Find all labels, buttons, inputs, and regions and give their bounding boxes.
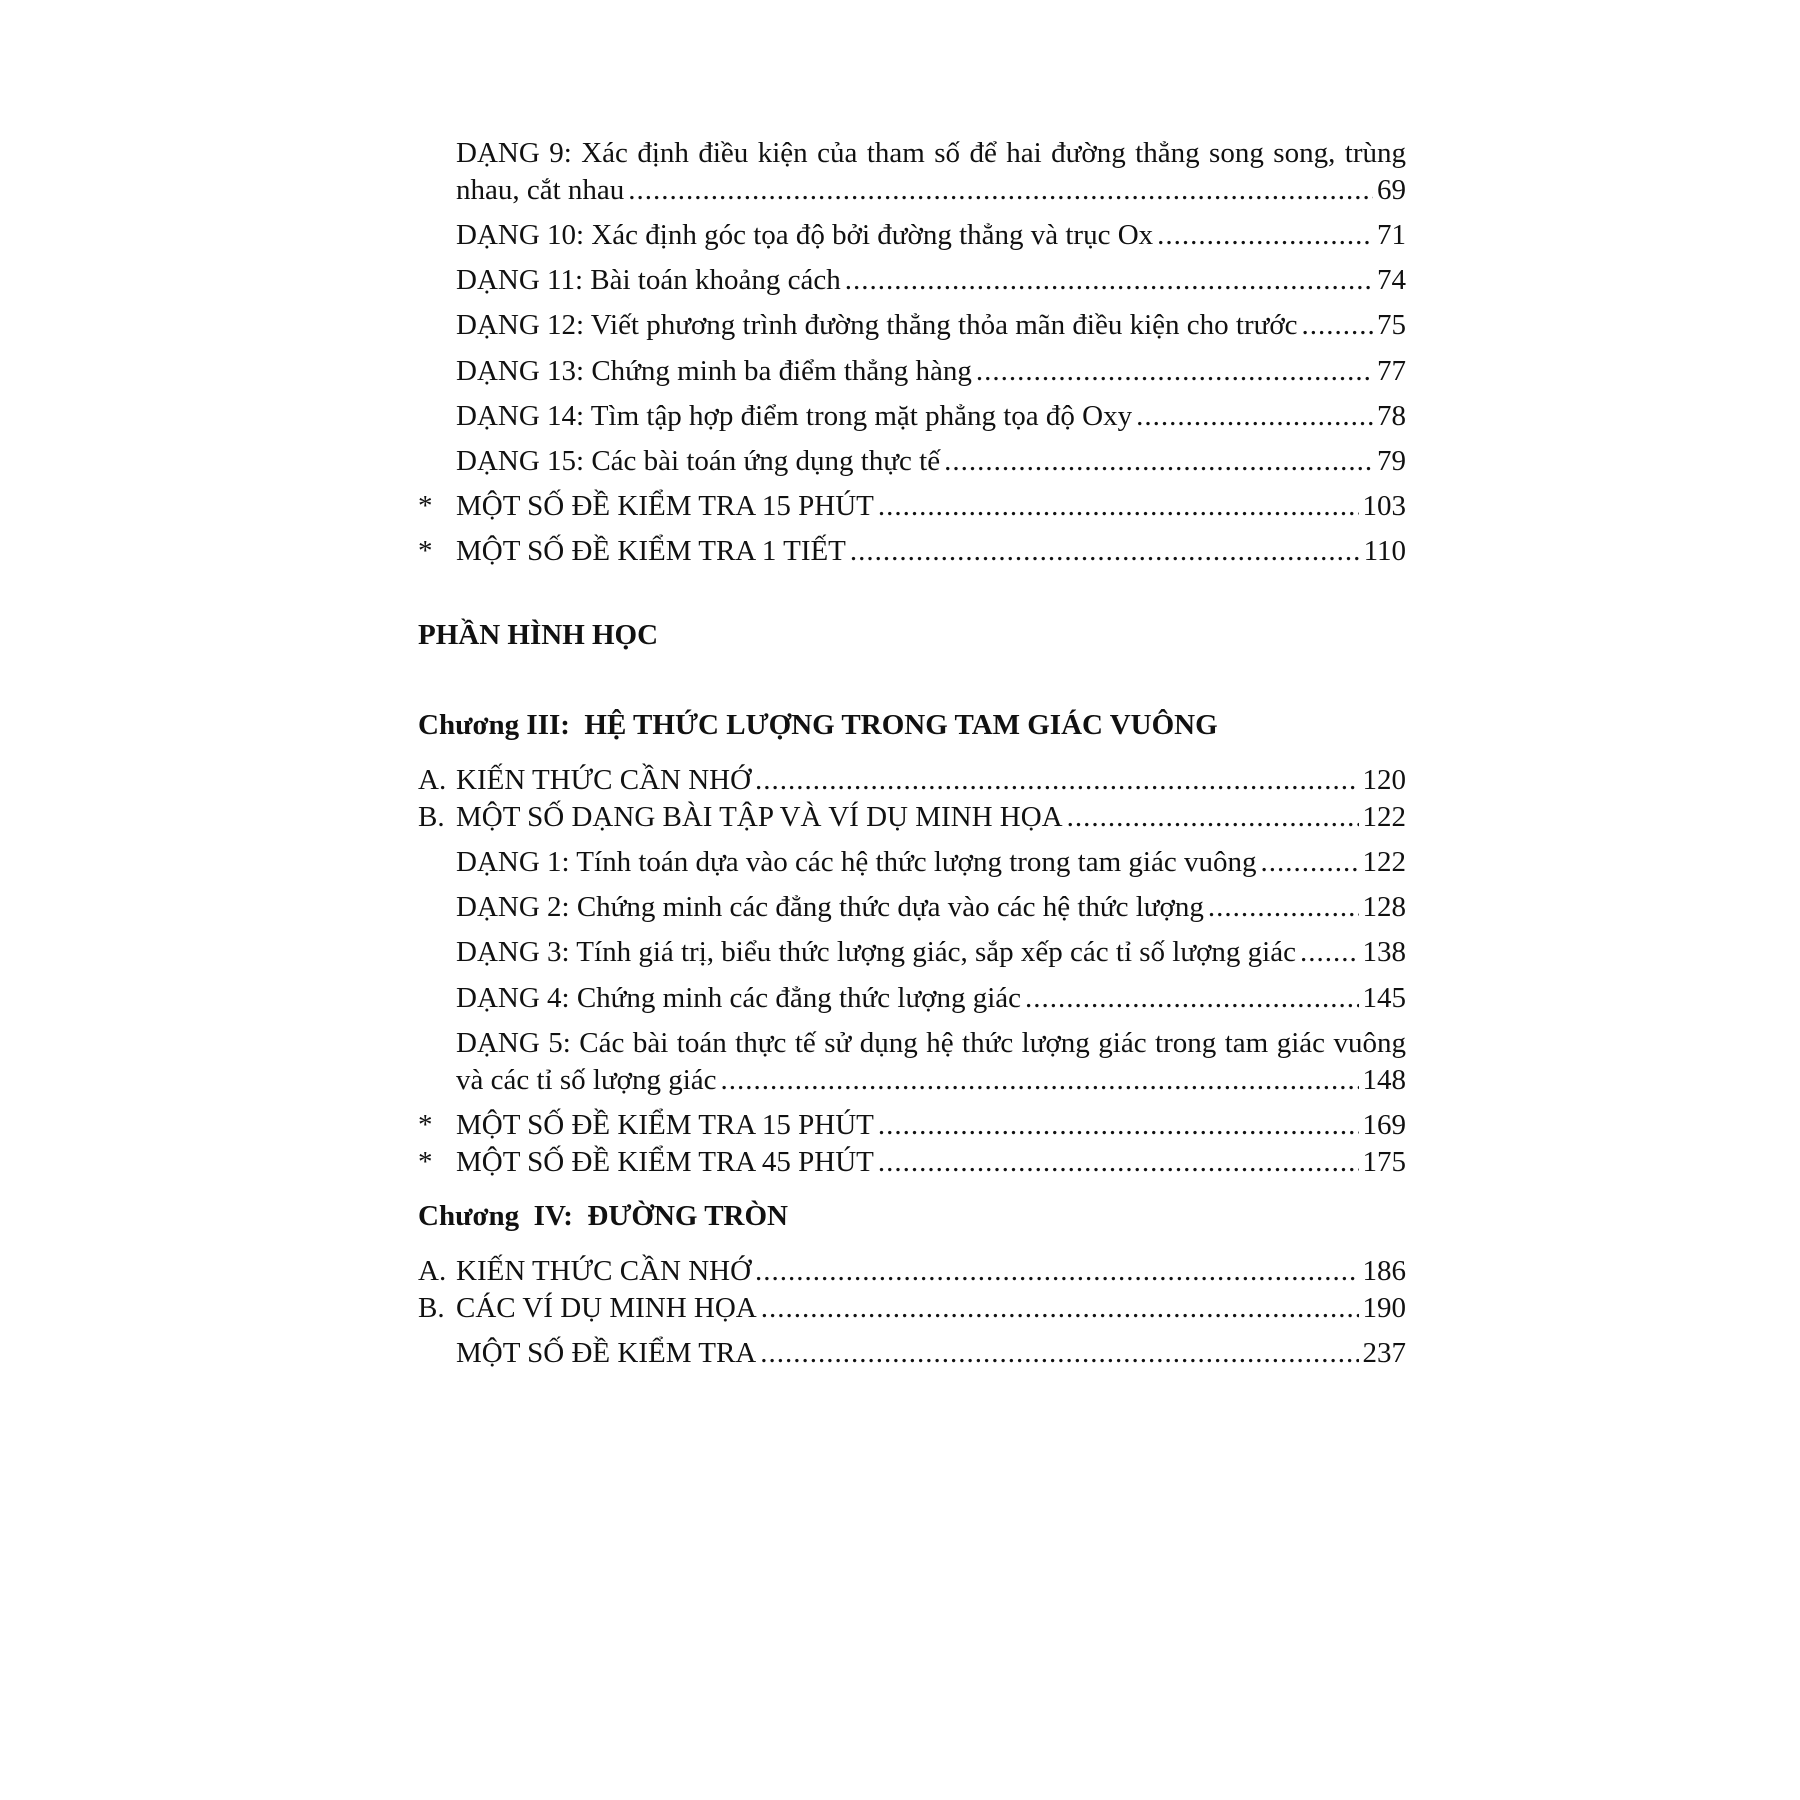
entry-text: DẠNG 4: Chứng minh các đẳng thức lượng giác: [456, 982, 1022, 1014]
entry-marker: A.: [418, 764, 447, 796]
chapter-title: Chương III: HỆ THỨC LƯỢNG TRONG TAM GIÁC VUÔNG: [418, 709, 1218, 741]
page-number: 138: [1362, 936, 1406, 968]
leader-dots: [878, 1144, 1359, 1181]
leader-dots: [845, 262, 1373, 299]
entry-text: DẠNG 1: Tính toán dựa vào các hệ thức lượng trong tam giác vuông: [456, 846, 1257, 878]
toc-entry[interactable]: [418, 533, 1406, 570]
entry-text: DẠNG 12: Viết phương trình đường thẳng thỏa mãn điều kiện cho trước: [456, 309, 1298, 341]
leader-dots: [1208, 889, 1359, 926]
entry-text: DẠNG 10: Xác định góc tọa độ bởi đường thẳng và trục Ox: [456, 219, 1154, 251]
leader-dots: [1136, 398, 1373, 435]
toc-entry[interactable]: [418, 217, 1406, 254]
leader-dots: [1067, 799, 1359, 836]
page-number: 75: [1377, 309, 1406, 341]
toc-entry[interactable]: [418, 844, 1406, 881]
toc-entry[interactable]: [418, 980, 1406, 1017]
toc-entry[interactable]: [418, 1253, 1406, 1290]
leader-dots: [944, 443, 1373, 480]
toc-entry[interactable]: [418, 889, 1406, 926]
leader-dots: [1025, 980, 1358, 1017]
page-number: 120: [1362, 764, 1406, 796]
page-number: 148: [1362, 1064, 1406, 1096]
page-number: 69: [1377, 174, 1406, 206]
bullet-marker: *: [418, 1109, 433, 1141]
toc-entry[interactable]: [418, 762, 1406, 799]
bullet-marker: *: [418, 1146, 433, 1178]
leader-dots: [628, 172, 1373, 209]
leader-dots: [878, 1107, 1359, 1144]
page-number: 74: [1377, 264, 1406, 296]
entry-text: MỘT SỐ ĐỀ KIỂM TRA 15 PHÚT: [456, 490, 874, 522]
entry-text-line2: nhau, cắt nhau: [456, 174, 625, 206]
page-number: 110: [1363, 535, 1406, 567]
toc-entry[interactable]: [418, 262, 1406, 299]
page-number: 71: [1377, 219, 1406, 251]
toc-entry[interactable]: [418, 135, 1406, 209]
entry-text: KIẾN THỨC CẦN NHỚ: [456, 1255, 752, 1287]
entry-text: DẠNG 13: Chứng minh ba điểm thẳng hàng: [456, 355, 972, 387]
entry-text: CÁC VÍ DỤ MINH HỌA: [456, 1292, 757, 1324]
bullet-marker: *: [418, 490, 433, 522]
page-number: 103: [1362, 490, 1406, 522]
entry-text: MỘT SỐ ĐỀ KIỂM TRA: [456, 1337, 757, 1369]
page-number: 169: [1362, 1109, 1406, 1141]
entry-text: DẠNG 15: Các bài toán ứng dụng thực tế: [456, 445, 941, 477]
leader-dots: [1157, 217, 1373, 254]
page-number: 186: [1362, 1255, 1406, 1287]
entry-text: DẠNG 11: Bài toán khoảng cách: [456, 264, 841, 296]
leader-dots: [721, 1062, 1359, 1099]
chapter-title: Chương IV: ĐƯỜNG TRÒN: [418, 1200, 788, 1232]
entry-text: DẠNG 14: Tìm tập hợp điểm trong mặt phẳng tọa độ Oxy: [456, 400, 1133, 432]
toc-entry[interactable]: [418, 398, 1406, 435]
page-number: 78: [1377, 400, 1406, 432]
toc-entry[interactable]: [418, 353, 1406, 390]
page-number: 237: [1362, 1337, 1406, 1369]
leader-dots: [1300, 934, 1359, 971]
toc-entry[interactable]: [418, 934, 1406, 971]
entry-text: MỘT SỐ ĐỀ KIỂM TRA 45 PHÚT: [456, 1146, 874, 1178]
entry-marker: A.: [418, 1255, 447, 1287]
leader-dots: [1302, 307, 1373, 344]
leader-dots: [976, 353, 1373, 390]
page-number: 79: [1377, 445, 1406, 477]
entry-text-line1: DẠNG 5: Các bài toán thực tế sử dụng hệ thức lượng giác trong tam giác vuông: [456, 1027, 1406, 1059]
toc-entry[interactable]: [418, 443, 1406, 480]
page-number: 128: [1362, 891, 1406, 923]
entry-text: DẠNG 2: Chứng minh các đẳng thức dựa vào các hệ thức lượng: [456, 891, 1204, 923]
leader-dots: [1260, 844, 1358, 881]
leader-dots: [760, 1335, 1358, 1372]
leader-dots: [850, 533, 1360, 570]
entry-marker: B.: [418, 1292, 445, 1324]
entry-text: DẠNG 3: Tính giá trị, biểu thức lượng giác, sắp xếp các tỉ số lượng giác: [456, 936, 1296, 968]
toc-entry[interactable]: [418, 488, 1406, 525]
leader-dots: [878, 488, 1359, 525]
toc-entry[interactable]: [418, 799, 1406, 836]
entry-marker: B.: [418, 801, 445, 833]
toc-entry[interactable]: [418, 1290, 1406, 1327]
part-title: PHẦN HÌNH HỌC: [418, 619, 659, 651]
toc-entry[interactable]: [418, 1025, 1406, 1099]
toc-entry[interactable]: [418, 307, 1406, 344]
leader-dots: [755, 762, 1358, 799]
leader-dots: [755, 1253, 1358, 1290]
page-number: 77: [1377, 355, 1406, 387]
leader-dots: [761, 1290, 1359, 1327]
entry-text: MỘT SỐ ĐỀ KIỂM TRA 1 TIẾT: [456, 535, 846, 567]
page-number: 122: [1362, 801, 1406, 833]
page-number: 190: [1362, 1292, 1406, 1324]
page-number: 122: [1362, 846, 1406, 878]
page-number: 175: [1362, 1146, 1406, 1178]
page-number: 145: [1362, 982, 1406, 1014]
toc-entry[interactable]: [418, 1107, 1406, 1144]
entry-text-line1: DẠNG 9: Xác định điều kiện của tham số để hai đường thẳng song song, trùng: [456, 137, 1406, 169]
entry-text: KIẾN THỨC CẦN NHỚ: [456, 764, 752, 796]
toc-entry[interactable]: [418, 1335, 1406, 1372]
bullet-marker: *: [418, 535, 433, 567]
entry-text: MỘT SỐ ĐỀ KIỂM TRA 15 PHÚT: [456, 1109, 874, 1141]
entry-text: MỘT SỐ DẠNG BÀI TẬP VÀ VÍ DỤ MINH HỌA: [456, 801, 1063, 833]
toc-entry[interactable]: [418, 1144, 1406, 1181]
entry-text-line2: và các tỉ số lượng giác: [456, 1064, 717, 1096]
